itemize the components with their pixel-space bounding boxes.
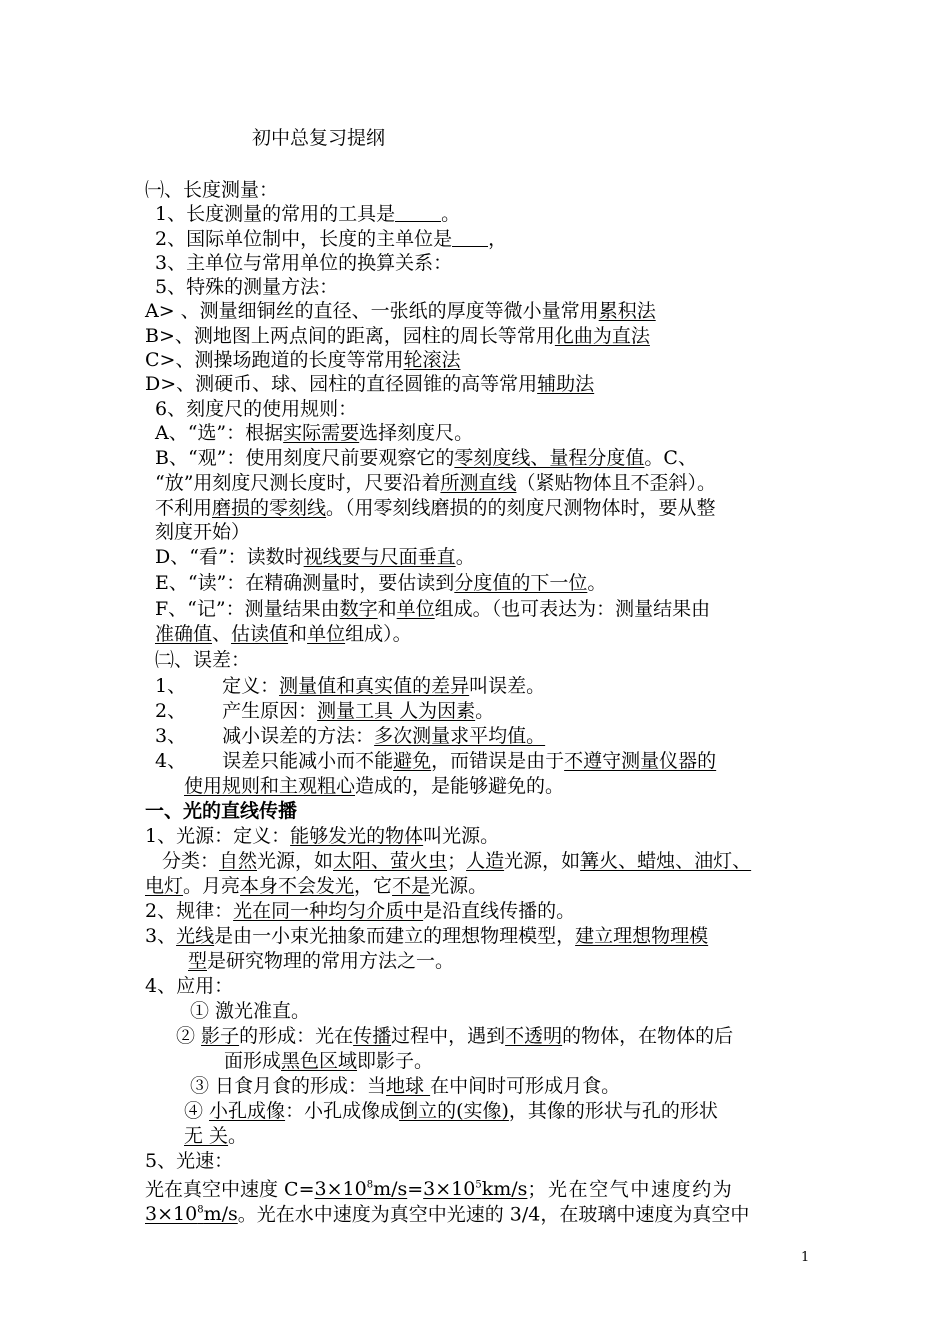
rule-c2-text: 不利用 xyxy=(155,497,213,519)
class-text-2: 光源，如 xyxy=(504,850,581,872)
page-title: 初中总复习提纲 xyxy=(252,127,386,149)
method-d xyxy=(145,372,594,396)
app2-term-shadow: 影子 xyxy=(201,1025,240,1047)
light-ray-line1 xyxy=(145,924,708,948)
question-3: 3、主单位与常用单位的换算关系： xyxy=(155,252,453,274)
app2b-end: 即影子。 xyxy=(357,1050,434,1072)
rule-c-end: （紧贴物体且不歪斜）。 xyxy=(516,472,716,494)
light-speed-line1 xyxy=(145,1174,733,1201)
rule-a-end: 选择刻度尺。 xyxy=(359,422,474,444)
class-label: 分类： xyxy=(162,850,220,872)
rule-d-end: 。 xyxy=(455,546,475,568)
light-source-text: 1、光源：定义： xyxy=(145,825,291,847)
app2-text-1: 的形成：光在 xyxy=(239,1025,354,1047)
class-text-1: 光源，如 xyxy=(257,850,334,872)
answer-blank xyxy=(395,203,441,222)
class2-term-no-light: 本身不会发光 xyxy=(240,875,355,897)
light-ray-end: 是研究物理的常用方法之一。 xyxy=(207,950,455,972)
app3-end: 在中间时可形成月食。 xyxy=(430,1075,621,1097)
speed-vacuum-km xyxy=(423,1178,527,1200)
rule-f-text: F、“记”：测量结果由 xyxy=(155,598,340,620)
speed-air-text: ；光在空气中速度约为 xyxy=(527,1178,734,1201)
app4-term-pinhole: 小孔成像 xyxy=(209,1100,286,1122)
method-c-term: 轮滚法 xyxy=(403,349,461,371)
app2-text-2: 过程中，遇到 xyxy=(391,1025,506,1047)
class-sep: ； xyxy=(447,850,467,872)
error-2-num: 2、 xyxy=(155,700,187,722)
app2-term-propagate: 传播 xyxy=(353,1025,392,1047)
method-c xyxy=(145,348,460,372)
error-2-end: 。 xyxy=(475,700,495,722)
light-ray-num: 3、 xyxy=(145,925,177,947)
question-6: 6、刻度尺的使用规则： xyxy=(155,398,358,420)
rule-f2-term-estimate: 估读值 xyxy=(231,623,289,645)
section-error-heading: ㈡、误差： xyxy=(155,649,251,671)
app4b-term-unrelated: 无 关 xyxy=(184,1125,229,1147)
class2-text-2: ，它 xyxy=(354,875,393,897)
error-3-num: 3、 xyxy=(155,725,187,747)
class-artificial-examples: 篝火、蜡烛、油灯、 xyxy=(580,850,752,872)
app4-text-1: ：小孔成像成 xyxy=(285,1100,400,1122)
error-1-num: 1、 xyxy=(155,675,187,697)
rule-f-term-digits: 数字 xyxy=(339,598,378,620)
error-4-term-rules: 不遵守测量仪器的 xyxy=(564,750,717,772)
speed-m-exp: 8 xyxy=(366,1180,374,1191)
error-2 xyxy=(155,699,494,723)
rule-d-term: 视线要与尺面垂直 xyxy=(303,546,456,568)
light-rule-end: 是沿直线传播的。 xyxy=(423,900,576,922)
rule-e-end: 。 xyxy=(587,572,607,594)
method-a-term: 累积法 xyxy=(598,300,656,322)
class-natural: 自然 xyxy=(219,850,258,872)
class-natural-examples: 太阳、萤火虫 xyxy=(333,850,448,872)
rule-c2-term: 磨损的零刻线 xyxy=(212,497,327,519)
speed-vacuum-m xyxy=(315,1178,408,1200)
rule-a-text: A、“选”：根据 xyxy=(155,422,284,444)
rule-c-line3: 刻度开始） xyxy=(155,521,251,543)
question-2 xyxy=(155,227,507,251)
speed-km-unit: km/s xyxy=(481,1178,528,1201)
rule-c-text: “放”用刻度尺测长度时，尺要沿着 xyxy=(155,472,441,494)
rule-b xyxy=(155,446,697,470)
speed-km-exp: 5 xyxy=(475,1180,482,1191)
error-4b-term: 使用规则和主观粗心 xyxy=(184,775,356,797)
error-1-text: 定义： xyxy=(222,675,280,697)
class-electric-lamp: 电灯 xyxy=(145,875,184,897)
light-source-term: 能够发光的物体 xyxy=(290,825,424,847)
method-a xyxy=(145,299,656,323)
method-b xyxy=(145,324,650,348)
rule-f-and: 和 xyxy=(377,598,397,620)
app4-term-inverted: 倒立的(实像) xyxy=(399,1100,509,1122)
rule-e-text: E、“读”：在精确测量时，要估读到 xyxy=(155,572,455,594)
speed-m-unit: m/s xyxy=(373,1178,408,1201)
light-ray-model-term-end: 型 xyxy=(188,950,208,972)
rule-f-end: 组成。（也可表达为：测量结果由 xyxy=(434,598,711,620)
rule-b-end: 。C、 xyxy=(644,447,697,469)
rule-f2-end: 组成）。 xyxy=(345,623,412,645)
rule-f-line2 xyxy=(155,622,412,646)
error-3 xyxy=(155,724,545,748)
light-ray-model-term: 建立理想物理模 xyxy=(575,925,709,947)
light-source-end: 叫光源。 xyxy=(423,825,500,847)
light-application-heading: 4、应用： xyxy=(145,975,234,997)
question-2-end: ， xyxy=(488,228,508,250)
rule-c-line1 xyxy=(155,471,716,495)
question-2-text: 2、国际单位制中，长度的主单位是 xyxy=(155,228,453,250)
rule-f2-sep: 、 xyxy=(212,623,232,645)
light-ray-term: 光线 xyxy=(176,925,215,947)
app2b-text: 面形成 xyxy=(224,1050,282,1072)
app3-term-earth: 地球 xyxy=(386,1075,431,1097)
error-4b-end: 造成的，是能够避免的。 xyxy=(355,775,565,797)
rule-b-text: B、“观”：使用刻度尺前要观察它的 xyxy=(155,447,455,469)
application-3 xyxy=(190,1074,620,1098)
rule-f-term-unit: 单位 xyxy=(396,598,435,620)
error-1-term: 测量值和真实值的差异 xyxy=(279,675,470,697)
error-2-term: 测量工具 人为因素 xyxy=(317,700,476,722)
light-ray-text: 是由一小束光抽象而建立的理想物理模型， xyxy=(214,925,576,947)
speed-air-unit: m/s xyxy=(203,1203,238,1226)
question-5: 5、特殊的测量方法： xyxy=(155,276,339,298)
speed-air-exp: 8 xyxy=(197,1205,204,1216)
method-d-term: 辅助法 xyxy=(537,373,595,395)
light-speed-line2 xyxy=(145,1199,749,1226)
question-1 xyxy=(155,202,460,226)
section-light-heading: 一、光的直线传播 xyxy=(145,800,298,822)
speed-air-base: 3×10 xyxy=(145,1203,198,1226)
error-1 xyxy=(155,674,545,698)
rule-f2-and: 和 xyxy=(288,623,308,645)
speed-air-value xyxy=(145,1203,238,1225)
rule-f2-term-accurate: 准确值 xyxy=(155,623,213,645)
app2-num: ② xyxy=(176,1025,202,1047)
rule-e xyxy=(155,571,606,595)
light-source xyxy=(145,824,499,848)
rule-c-line2 xyxy=(155,496,716,520)
page-number: 1 xyxy=(801,1250,810,1265)
class2-text-1: 。月亮 xyxy=(183,875,241,897)
rule-f-line1 xyxy=(155,597,710,621)
app4-num: ④ xyxy=(184,1100,210,1122)
class2-term-not: 不是 xyxy=(392,875,431,897)
method-b-term: 化曲为直法 xyxy=(554,325,650,347)
class2-end: 光源。 xyxy=(430,875,488,897)
app4b-end: 。 xyxy=(228,1125,248,1147)
question-1-end: 。 xyxy=(441,203,461,225)
rule-f2-term-unit: 单位 xyxy=(307,623,346,645)
light-source-classes-line2 xyxy=(145,874,487,898)
question-1-text: 1、长度测量的常用的工具是 xyxy=(155,203,396,225)
speed-m-base: 3×10 xyxy=(314,1178,367,1201)
rule-a-term: 实际需要 xyxy=(283,422,360,444)
method-d-text: D>、测硬币、球、园柱的直径圆锥的高等常用 xyxy=(145,373,538,395)
method-b-text: B>、测地图上两点间的距离，园柱的周长等常用 xyxy=(145,325,555,347)
application-4-line1 xyxy=(184,1099,718,1123)
speed-text: 光在真空中速度 C= xyxy=(145,1178,315,1201)
rule-b-term: 零刻度线、量程分度值 xyxy=(454,447,645,469)
light-rule-text: 2、规律： xyxy=(145,900,234,922)
error-4-term-avoid: 避免 xyxy=(393,750,432,772)
method-a-text: A> 、测量细铜丝的直径、一张纸的厚度等微小量常用 xyxy=(145,300,599,322)
error-3-term: 多次测量求平均值。 xyxy=(374,725,546,747)
application-2-line2 xyxy=(224,1049,433,1073)
light-speed-heading: 5、光速： xyxy=(145,1150,234,1172)
light-source-classes xyxy=(162,849,751,873)
error-4-line1 xyxy=(155,749,716,773)
application-1: ① 激光准直。 xyxy=(190,1000,311,1022)
error-4-mid: ，而错误是由于 xyxy=(431,750,565,772)
error-4-num: 4、 xyxy=(155,750,187,772)
error-4-text: 误差只能减小而不能 xyxy=(222,750,394,772)
rule-c2-end: 。（用零刻线磨损的的刻度尺测物体时，要从整 xyxy=(326,497,716,519)
error-3-text: 减小误差的方法： xyxy=(222,725,375,747)
app2-term-opaque: 不透明 xyxy=(505,1025,563,1047)
app2b-term-dark-area: 黑色区域 xyxy=(281,1050,358,1072)
speed-km-base: 3×10 xyxy=(423,1178,476,1201)
error-2-text: 产生原因： xyxy=(222,700,318,722)
error-4-line2 xyxy=(184,774,564,798)
speed-water-glass-text: 。光在水中速度为真空中光速的 3/4，在玻璃中速度为真空中 xyxy=(237,1203,750,1226)
rule-e-term: 分度值的下一位 xyxy=(454,572,588,594)
class-artificial: 人造 xyxy=(466,850,505,872)
speed-eq: = xyxy=(407,1178,424,1201)
rule-d-text: D、“看”：读数时 xyxy=(155,546,304,568)
app3-text: ③ 日食月食的形成：当 xyxy=(190,1075,387,1097)
rule-d xyxy=(155,545,475,569)
rule-c-term: 所测直线 xyxy=(440,472,517,494)
rule-a xyxy=(155,421,473,445)
error-1-end: 叫误差。 xyxy=(469,675,546,697)
light-ray-line2 xyxy=(188,949,454,973)
method-c-text: C>、测操场跑道的长度等常用 xyxy=(145,349,404,371)
light-rule-term: 光在同一种均匀介质中 xyxy=(233,900,424,922)
app4-text-2: ，其像的形状与孔的形状 xyxy=(508,1100,718,1122)
answer-blank xyxy=(452,228,488,247)
app2-text-3: 的物体，在物体的后 xyxy=(562,1025,734,1047)
section-length-heading: ㈠、长度测量： xyxy=(145,179,279,201)
application-2-line1 xyxy=(176,1024,733,1048)
light-rule xyxy=(145,899,575,923)
application-4-line2 xyxy=(184,1124,247,1148)
